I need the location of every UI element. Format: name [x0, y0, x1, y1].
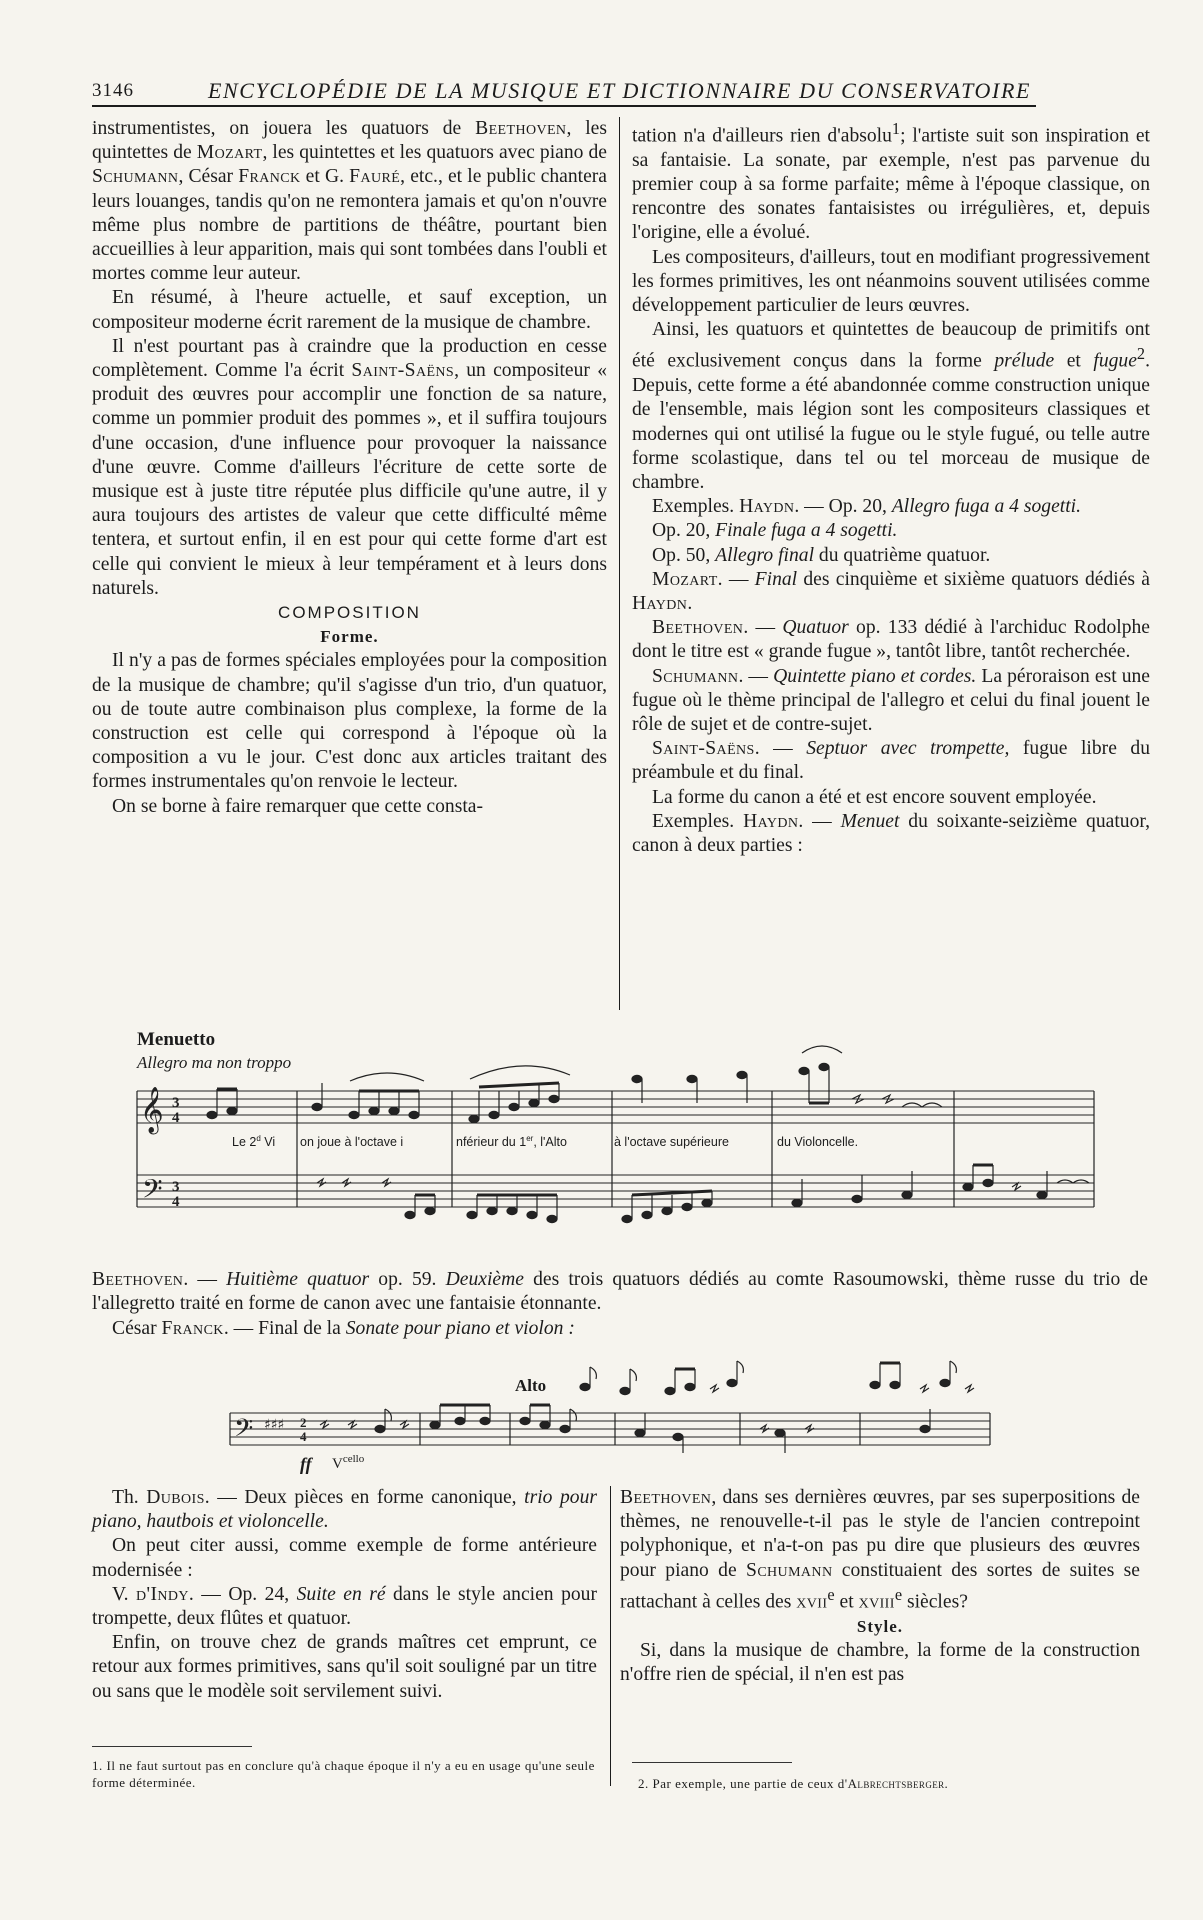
notes	[320, 1361, 974, 1453]
section-heading: COMPOSITION	[278, 603, 421, 623]
example-line: Op. 20, Finale fuga a 4 sogetti.	[652, 520, 898, 542]
column-left-top	[92, 117, 607, 819]
time-signature: 3	[172, 1095, 180, 1111]
time-signature: 4	[300, 1429, 307, 1444]
example-line: Exemples. Haydn. — Menuet du soixante-seizième quatuor, canon à deux parties :	[632, 810, 1151, 856]
bass-clef: 𝄢	[234, 1414, 254, 1449]
example-line: Beethoven. — Quatuor op. 133 dédié à l'archiduc Rodolphe dont le titre est « grande fugue », tantôt libre, tantôt recherchée.	[632, 617, 1150, 663]
running-title: ENCYCLOPÉDIE DE LA MUSIQUE ET DICTIONNAIRE DU CONSERVATOIRE	[208, 78, 1032, 103]
paragraph-wide: Beethoven. — Huitième quatuor op. 59. Deuxième des trois quatuors dédiés au comte Rasoumowski, thème russe du trio de l'allegretto traité en forme de canon avec une fantaisie étonnante.	[92, 1269, 1148, 1314]
footnote: 2. Par exemple, une partie de ceux d'Albrechtsberger.	[638, 1776, 949, 1791]
footnote-rule	[632, 1762, 792, 1763]
example-line: Mozart. — Final des cinquième et sixième quatuors dédiés à Haydn.	[632, 568, 1150, 614]
music-score-menuetto	[92, 1025, 1148, 1230]
paragraph: Th. Dubois. — Deux pièces en forme canonique, trio pour piano, hautbois et violoncelle.	[92, 1487, 597, 1533]
paragraph-wide: César Franck. — Final de la Sonate pour piano et violon :	[112, 1318, 575, 1339]
composer-name: Beethoven	[475, 118, 567, 139]
svg-text:du Violoncelle.: du Violoncelle.	[777, 1135, 859, 1149]
column-divider	[619, 117, 620, 1010]
column-right-top	[632, 117, 1150, 858]
svg-text:Le 2d Vi: Le 2$^d$ Vi	[232, 1134, 276, 1149]
bass-staff	[230, 1413, 990, 1445]
barlines	[137, 1091, 1094, 1207]
time-signature: 3	[172, 1179, 180, 1195]
example-line: Schumann. — Quintette piano et cordes. La péroraison est une fugue où le thème principal de l'allegro et celui du final jouent le rôle de sujet et de contre-sujet.	[632, 665, 1151, 735]
score-title: Menuetto	[137, 1029, 216, 1050]
subsection-heading: Style.	[856, 1616, 904, 1636]
paragraph: tation n'a d'ailleurs rien d'absolu$^1$; l'artiste suit son inspiration et sa fantaisie. La sonate, par exemple, n'est pas parvenue du premier coup à sa forme parfaite; même à l'époque classique, on rencontre des sonates fantaisistes ou irrégulières, et, depuis l'origine, elle a évolué.	[632, 119, 1150, 244]
example-line: Saint-Saëns. — Septuor avec trompette, fugue libre du préambule et du final.	[632, 738, 1150, 784]
running-header	[92, 78, 1036, 108]
treble-clef: 𝄞	[140, 1087, 164, 1133]
column-right-bottom	[620, 1486, 1140, 1687]
column-left-bottom	[92, 1486, 597, 1704]
svg-text:on joue à l'octave i: on joue à l'octave i	[300, 1135, 404, 1149]
key-signature: ♯♯♯	[264, 1417, 285, 1433]
svg-text:nférieur du 1er, l'Alto: nférieur du 1er, l'Alto	[456, 1134, 567, 1149]
page-number: 3146	[92, 80, 134, 101]
score-tempo: Allegro ma non troppo	[137, 1053, 292, 1072]
paragraph: V. d'Indy. — Op. 24, Suite en ré dans le style ancien pour trompette, deux flûtes et quatuor.	[92, 1583, 597, 1630]
subsection-heading: Forme.	[320, 627, 379, 647]
paragraph: On se borne à faire remarquer que cette consta-	[112, 795, 483, 817]
time-signature: 4	[172, 1194, 180, 1210]
footnote: 1. Il ne faut surtout pas en conclure qu'à chaque époque il n'y a eu en usage qu'une seule forme déterminée.	[92, 1758, 595, 1790]
paragraph: instrumentistes, on jouera les quatuors de Beethoven, les quintettes de Mozart, les quintettes et les quatuors avec piano de Schumann, César Franck et G. Fauré, etc., et le public chantera leurs louanges, tandis qu'on ne remontera jamais et qu'on n'ouvre même plus nombre de partitions de théâtre, pourtant bien accueillies à leur apparition, mais qui sont tombées dans l'oubli et mortes comme leur auteur.	[92, 118, 607, 285]
caption-row	[232, 1134, 858, 1149]
paragraph: Beethoven, dans ses dernières œuvres, par ses superpositions de thèmes, ne renouvelle-t-il pas le style de l'ancien contrepoint polyphonique, et n'a-t-on pas pu dire que plusieurs des œuvres pour piano de Schumann constituaient des sortes de suites se rattachant à celles des xvii$^e$ et xviii$^e$ siècles?	[620, 1487, 1140, 1613]
paragraph: En résumé, à l'heure actuelle, et sauf exception, un compositeur moderne écrit rarement de la musique de chambre.	[92, 287, 607, 333]
paragraph: Il n'est pourtant pas à craindre que la production en cesse complètement. Comme l'a écrit Saint-Saëns, un compositeur « produit des œuvres pour accomplir une fonction de sa nature, comme un pommier produit des pommes », et il suffira toujours d'une occasion, d'une influence pour provoquer la naissance d'une œuvre. Comme d'ailleurs l'écriture de cette sorte de musique est à juste titre réputée plus difficile qu'une autre, il y aura toujours des artistes de valeur que cette difficulté même tentera, et surtout enfin, il en est pour qui cette forme d'art est celle qui convient le mieux à leur tempérament et à leurs dons naturels.	[92, 335, 607, 599]
header-rule	[92, 105, 1036, 107]
footnote-rule	[92, 1746, 252, 1747]
alto-label: Alto	[515, 1376, 547, 1395]
example-line: Exemples. Haydn. — Op. 20, Allegro fuga a 4 sogetti.	[652, 496, 1082, 518]
music-score-franck	[220, 1345, 1000, 1475]
paragraph: Les compositeurs, d'ailleurs, tout en modifiant progressivement les formes primitives, les ont néanmoins souvent utilisées comme développement particulier de leurs œuvres.	[632, 246, 1150, 316]
paragraph: On peut citer aussi, comme exemple de forme antérieure modernisée :	[92, 1535, 597, 1581]
bass-notes	[317, 1165, 1089, 1223]
treble-notes	[207, 1046, 942, 1123]
bass-staff	[137, 1175, 1094, 1207]
time-signature: 4	[172, 1110, 180, 1126]
svg-text:à l'octave supérieure: à l'octave supérieure	[614, 1135, 729, 1149]
paragraph: Il n'y a pas de formes spéciales employées pour la composition de la musique de chambre; qu'il s'agisse d'un trio, d'un quatuor, ou de toute autre combinaison plus complexe, la forme de la construction est celle qui correspond à l'époque où la composition a vu le jour. C'est donc aux articles traitant des formes instrumentales qu'on renvoie le lecteur.	[92, 650, 607, 793]
paragraph: Enfin, on trouve chez de grands maîtres cet emprunt, ce retour aux formes primitives, sans qu'il soit souligné par un titre ou sans que le modèle soit servilement suivi.	[92, 1632, 597, 1702]
bass-clef: 𝄢	[142, 1173, 163, 1211]
example-line: Op. 50, Allegro final du quatrième quatuor.	[652, 544, 991, 566]
paragraph: Ainsi, les quatuors et quintettes de beaucoup de primitifs ont été exclusivement conçus dans la forme prélude et fugue$^2$. Depuis, cette forme a été abandonnée comme construction unique de l'ensemble, mais légion sont les compositeurs classiques et modernes qui ont utilisé la fugue ou le style fugué, ou telle autre forme scolastique, dans tel ou tel morceau de musique de chambre.	[632, 319, 1150, 493]
dynamic-mark: ff	[300, 1454, 312, 1474]
paragraph: La forme du canon a été et est encore souvent employée.	[652, 786, 1097, 808]
cello-label: $V^{cello}$	[332, 1453, 365, 1472]
time-signature: 2	[300, 1415, 307, 1430]
paragraph: Si, dans la musique de chambre, la forme de la construction n'offre rien de spécial, il n'en est pas	[620, 1639, 1140, 1685]
column-divider	[610, 1486, 611, 1786]
treble-staff	[137, 1091, 1094, 1123]
